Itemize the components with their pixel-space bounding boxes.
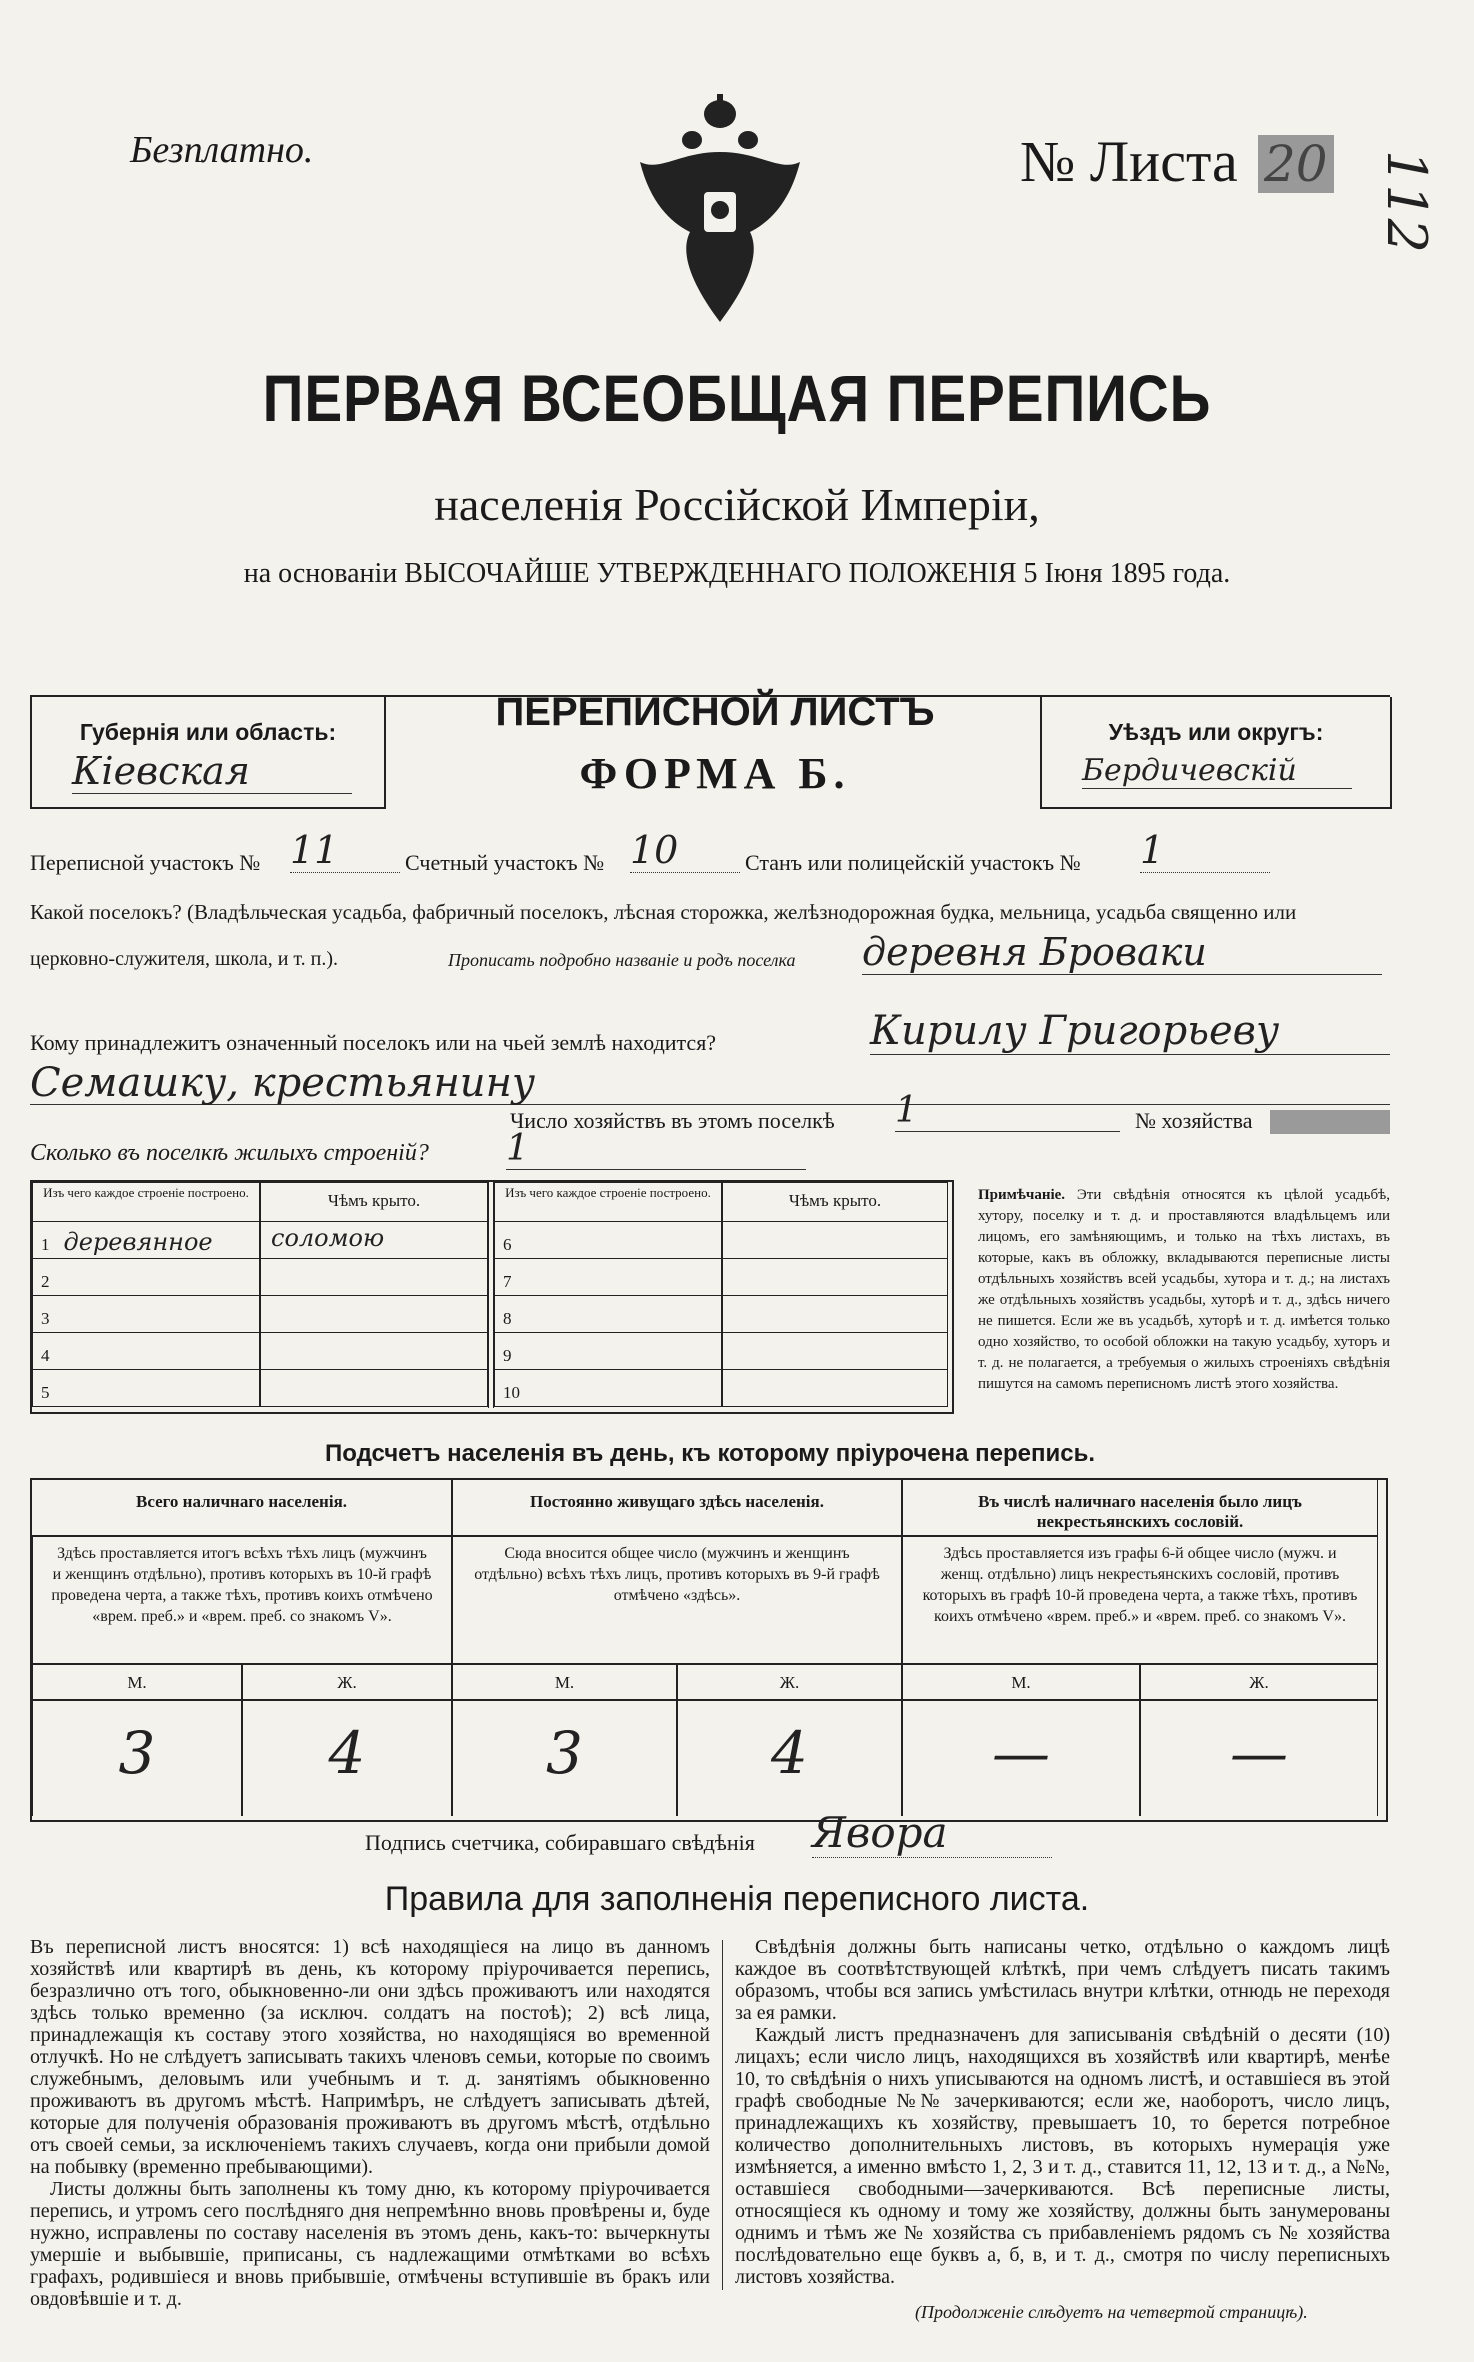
building-roof (722, 1296, 948, 1333)
building-number: 9 (503, 1346, 512, 1365)
rules-right-2: Каждый листъ предназначенъ для записыванія свѣдѣній о десяти (10) лицахъ; если число лицъ, находящихся въ хозяйствѣ или квартирѣ, менѣе 10, то свѣдѣнія о нихъ уписываются на одномъ листѣ, и оставшіеся въ этой графѣ свободные №№ зачеркиваются; если же, наоборотъ, число лицъ, принадлежащихъ къ хозяйству, превышаетъ 10, то берется потребное количество дополнительныхъ листовъ, въ которыхъ нумерація уже измѣняется, а именно вмѣсто 1, 2, 3 и т. д., ставится 11, 12, 13 и т. д., а №№, оставшіеся свободными—зачеркиваются. Всѣ переписные листы, относящіеся къ одному и тому же хозяйству, должны быть занумерованы однимъ и тѣмъ же № хозяйства съ прибавленіемъ рядомъ съ № хозяйства послѣдовательно еще буквъ а, б, в, и т. д., смотря по числу переписныхъ листовъ хозяйства. (735, 2024, 1390, 2288)
count-district-label: Счетный участокъ № (405, 850, 605, 875)
building-row-number (32, 1333, 260, 1370)
female-count: 4 (677, 1700, 902, 1816)
population-heading: Подсчетъ населенія въ день, къ которому пріурочена перепись. (325, 1440, 1095, 1467)
building-roof (260, 1333, 488, 1370)
building-number: 4 (41, 1346, 50, 1365)
building-number: 8 (503, 1309, 512, 1328)
owner-value-1: Кирилу Григорьеву (870, 1008, 1390, 1055)
building-row-number (494, 1222, 722, 1259)
table-double-divider (488, 1182, 494, 1408)
building-row-number (494, 1333, 722, 1370)
rules-left-2: Листы должны быть заполнены къ тому дню, къ которому пріурочивается перепись, и утромъ сего послѣдняго дня непремѣнно вновь провѣрены и, буде нужно, исправлены по составу населенія въ этомъ день, какъ-то: вычеркнуты умершіе и выбывшіе, приписаны, съ надлежащими отмѣтками во всѣхъ графахъ, родившіеся и вновь прибывшіе, отмѣчены вступившіе въ бракъ или овдовѣвшіе и т. д. (30, 2178, 710, 2310)
form-name: ФОРМА Б. (579, 749, 851, 798)
rules-divider (722, 1940, 723, 2290)
household-number-redacted (1270, 1110, 1390, 1134)
col-roof-header: Чѣмъ крыто. (260, 1182, 488, 1222)
rules-continued: (Продолженіе слѣдуетъ на четвертой страницѣ). (915, 2302, 1308, 2322)
rules-heading: Правила для заполненія переписного листа. (384, 1880, 1090, 1918)
buildings-value: 1 (506, 1128, 806, 1170)
signature-label: Подпись счетчика, собиравшаго свѣдѣнія (365, 1830, 755, 1855)
female-header: Ж. (677, 1664, 902, 1700)
gubernia-label: Губернія или область: (79, 719, 337, 745)
settlement-value: деревня Броваки (862, 930, 1382, 975)
population-section-title: Въ числѣ наличнаго населенія было лицъ некрестьянскихъ сословій. (902, 1480, 1378, 1536)
building-number: 2 (41, 1272, 50, 1291)
settlement-instruction: Прописать подробно названіе и родъ поселка (448, 950, 796, 970)
settlement-question-cont: церковно-служителя, школа, и т. п.). (30, 948, 338, 970)
building-row-number (32, 1222, 260, 1259)
margin-note: 112 (1375, 149, 1439, 254)
col-roof-header-right: Чѣмъ крыто. (722, 1182, 948, 1222)
households-value: 1 (895, 1090, 1120, 1132)
households-label: Число хозяйствъ въ этомъ поселкѣ (510, 1108, 835, 1133)
building-row-number (32, 1296, 260, 1333)
population-section-desc: Здѣсь проставляется итогъ всѣхъ тѣхъ лицъ (мужчинъ и женщинъ отдѣльно), противъ которыхъ въ 10-й графѣ проведена черта, а также тѣхъ, противъ коихъ отмѣчено «врем. преб.» и «врем. преб. со знакомъ V». (32, 1536, 452, 1664)
owner-question: Кому принадлежитъ означенный поселокъ или на чьей землѣ находится? (30, 1030, 717, 1055)
building-roof (260, 1259, 488, 1296)
building-roof (722, 1259, 948, 1296)
building-material: деревянное (63, 1228, 213, 1256)
building-number: 3 (41, 1309, 50, 1328)
male-count: — (902, 1700, 1140, 1816)
legal-basis: на основаніи ВЫСОЧАЙШЕ УТВЕРЖДЕННАГО ПОЛОЖЕНІЯ 5 Іюня 1895 года. (243, 558, 1231, 589)
note-block (978, 1185, 1390, 1395)
imperial-eagle-emblem (620, 92, 820, 332)
population-section-title: Всего наличнаго населенія. (32, 1480, 452, 1536)
building-roof (260, 1370, 488, 1407)
uezd-label: Уѣздъ или округъ: (1108, 719, 1324, 745)
count-district-value: 10 (630, 828, 740, 873)
note-label: Примѣчаніе. (978, 1187, 1066, 1203)
building-roof (722, 1333, 948, 1370)
male-count: 3 (452, 1700, 677, 1816)
signature-value: Явора (812, 1808, 1052, 1858)
male-count: 3 (32, 1700, 242, 1816)
population-section-title: Постоянно живущаго здѣсь населенія. (452, 1480, 902, 1536)
owner-value-2: Семашку, крестьянину (30, 1060, 1390, 1105)
building-number: 6 (503, 1235, 512, 1254)
building-row-number (32, 1259, 260, 1296)
gubernia-box (30, 697, 386, 809)
male-header: М. (32, 1664, 242, 1700)
police-district-label: Станъ или полицейскій участокъ № (745, 850, 1081, 875)
building-row-number (494, 1259, 722, 1296)
female-count: — (1140, 1700, 1378, 1816)
buildings-table (30, 1180, 954, 1414)
sheet-title: ПЕРЕПИСНОЙ ЛИСТЪ (495, 690, 935, 734)
building-number: 10 (503, 1383, 520, 1402)
female-header: Ж. (242, 1664, 452, 1700)
building-number: 1 (41, 1235, 50, 1254)
police-district-value: 1 (1140, 828, 1270, 873)
building-roof (260, 1296, 488, 1333)
building-row-number (494, 1296, 722, 1333)
gubernia-value: Кіевская (72, 749, 352, 794)
building-number: 5 (41, 1383, 50, 1402)
census-district-label: Переписной участокъ № (30, 850, 261, 875)
male-header: М. (452, 1664, 677, 1700)
col-material-header: Изъ чего каждое строеніе построено. (32, 1182, 260, 1222)
building-row-number (494, 1370, 722, 1407)
rules-left-1: Въ переписной листъ вносятся: 1) всѣ находящіеся на лицо въ данномъ хозяйствѣ или квартирѣ въ день, къ которому пріурочивается перепись, безразлично отъ того, обыкновенно-ли они здѣсь проживаютъ или находятся здѣсь только временно (за исключ. солдатъ на постоѣ); 2) всѣ лица, принадлежащія къ составу этого хозяйства, но находящіяся во временной отлучкѣ. Но не слѣдуетъ записывать такихъ членовъ семьи, которые по своимъ служебнымъ, деловымъ или учебнымъ и т. д. занятіямъ обыкновенно проживаютъ въ другомъ мѣстѣ. Напримѣръ, не слѣдуетъ записывать дѣтей, которые для полученія образованія проживаютъ въ другомъ мѣстѣ, отдѣльно отъ своей семьи, за исключеніемъ такихъ случаевъ, когда они прибыли домой на побывку (временно пребывающими). (30, 1936, 710, 2178)
female-count: 4 (242, 1700, 452, 1816)
census-subtitle: населенія Россійской Имперіи, (434, 479, 1040, 530)
buildings-label: Сколько въ поселкѣ жилыхъ строеній? (30, 1140, 429, 1166)
population-section-desc: Сюда вносится общее число (мужчинъ и женщинъ отдѣльно) всѣхъ тѣхъ лицъ, противъ которыхъ въ 9-й графѣ отмѣчено «здѣсь». (452, 1536, 902, 1664)
sheet-number-label: № Листа (1020, 129, 1238, 194)
building-row-number (32, 1370, 260, 1407)
uezd-box (1040, 697, 1392, 809)
uezd-value: Бердичевскій (1082, 753, 1352, 789)
census-title: ПЕРВАЯ ВСЕОБЩАЯ ПЕРЕПИСЬ (262, 361, 1212, 435)
household-number-label: № хозяйства (1135, 1108, 1253, 1133)
building-number: 7 (503, 1272, 512, 1291)
settlement-question: Какой поселокъ? (Владѣльческая усадьба, фабричный поселокъ, лѣсная сторожка, желѣзнодорожная будка, мельница, усадьба священно или (30, 900, 1297, 924)
rules-right-1: Свѣдѣнія должны быть написаны четко, отдѣльно о каждомъ лицѣ каждое въ соотвѣтствующей клѣткѣ, при чемъ слѣдуетъ писать такимъ образомъ, чтобы вся запись умѣстилась внутри клѣтки, отнюдь не переходя за ея рамки. (735, 1936, 1390, 2024)
female-header: Ж. (1140, 1664, 1378, 1700)
population-table (30, 1478, 1388, 1822)
male-header: М. (902, 1664, 1140, 1700)
building-roof: соломою (260, 1222, 488, 1259)
building-roof (722, 1370, 948, 1407)
building-roof (722, 1222, 948, 1259)
sheet-number-value: 20 (1258, 135, 1334, 193)
note-text: Эти свѣдѣнія относятся къ цѣлой усадьбѣ, хутору, поселку и т. д. и проставляются владѣльцемъ или лицомъ, его замѣняющимъ, и только на тѣхъ листахъ, въ которые, какъ въ обложку, вкладываются переписные листы отдѣльныхъ хозяйствъ всей усадьбы, хутора и т. д.; на листахъ же отдѣльныхъ хозяйствъ усадьбы, хуторѣ и т. д., здѣсь ничего не пишется. Если же въ усадьбѣ, хуторѣ и т. д. имѣется только одно хозяйство, то особой обложки на такую усадьбу, хуторъ и т. д. не полагается, а требуемыя о жилыхъ строеніяхъ свѣдѣнія пишутся на самомъ переписномъ листѣ этого хозяйства. (978, 1187, 1391, 1392)
free-stamp: Безплатно. (130, 129, 314, 171)
population-section-desc: Здѣсь проставляется изъ графы 6-й общее число (мужч. и женщ. отдѣльно) лицъ некрестьянскихъ сословій, противъ которыхъ въ графѣ 10-й проведена черта, а также тѣхъ, противъ коихъ отмѣчено «врем. преб.» и «врем. преб. со знакомъ V». (902, 1536, 1378, 1664)
census-district-value: 11 (290, 828, 400, 873)
col-material-header-right: Изъ чего каждое строеніе построено. (494, 1182, 722, 1222)
